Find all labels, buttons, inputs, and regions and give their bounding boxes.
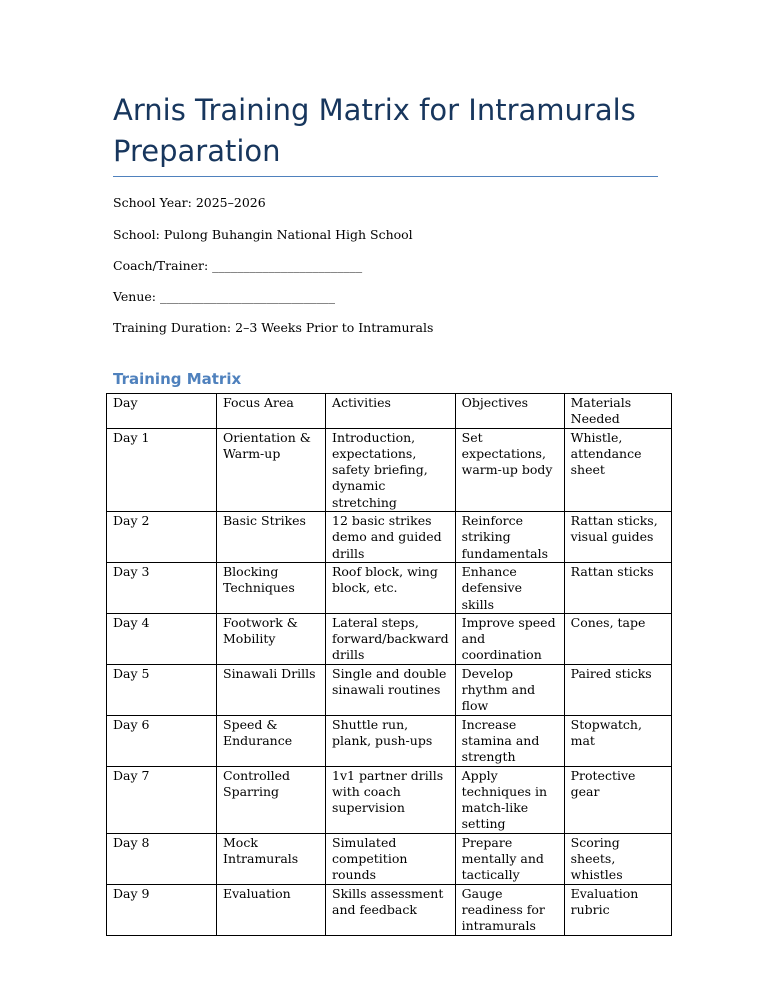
table-row bbox=[107, 613, 672, 664]
cell-objectives: Set expectations, warm-up body bbox=[455, 428, 564, 511]
table-row bbox=[107, 512, 672, 563]
cell-activities: 1v1 partner drills with coach supervision bbox=[326, 766, 456, 833]
table-row bbox=[107, 766, 672, 833]
training-duration: Training Duration: 2–3 Weeks Prior to Intramurals bbox=[113, 320, 434, 335]
cell-day: Day 7 bbox=[107, 766, 217, 833]
school-name: School: Pulong Buhangin National High School bbox=[113, 227, 413, 242]
table-header-row bbox=[107, 394, 672, 429]
cell-day: Day 3 bbox=[107, 562, 217, 613]
cell-day: Day 6 bbox=[107, 715, 217, 766]
cell-materials: Rattan sticks bbox=[564, 562, 671, 613]
cell-activities: Shuttle run, plank, push-ups bbox=[326, 715, 456, 766]
cell-focus-area: Blocking Techniques bbox=[217, 562, 326, 613]
cell-activities: Roof block, wing block, etc. bbox=[326, 562, 456, 613]
cell-materials: Rattan sticks, visual guides bbox=[564, 512, 671, 563]
cell-focus-area: Controlled Sparring bbox=[217, 766, 326, 833]
cell-focus-area: Evaluation bbox=[217, 884, 326, 935]
table-row bbox=[107, 562, 672, 613]
table-row bbox=[107, 715, 672, 766]
cell-objectives: Prepare mentally and tactically bbox=[455, 833, 564, 884]
header-cell-activities: Activities bbox=[326, 394, 456, 429]
cell-focus-area: Footwork & Mobility bbox=[217, 613, 326, 664]
section-heading: Training Matrix bbox=[113, 370, 242, 388]
table-row bbox=[107, 884, 672, 935]
document-title: Arnis Training Matrix for Intramurals Preparation bbox=[113, 93, 636, 168]
cell-day: Day 5 bbox=[107, 664, 217, 715]
cell-objectives: Develop rhythm and flow bbox=[455, 664, 564, 715]
cell-objectives: Gauge readiness for intramurals bbox=[455, 884, 564, 935]
cell-focus-area: Mock Intramurals bbox=[217, 833, 326, 884]
cell-day: Day 4 bbox=[107, 613, 217, 664]
header-cell-objectives: Objectives bbox=[455, 394, 564, 429]
cell-objectives: Apply techniques in match-like setting bbox=[455, 766, 564, 833]
training-matrix-table bbox=[106, 393, 672, 936]
cell-focus-area: Basic Strikes bbox=[217, 512, 326, 563]
table-row bbox=[107, 664, 672, 715]
cell-focus-area: Orientation & Warm-up bbox=[217, 428, 326, 511]
cell-materials: Whistle, attendance sheet bbox=[564, 428, 671, 511]
table-row bbox=[107, 428, 672, 511]
cell-day: Day 8 bbox=[107, 833, 217, 884]
cell-materials: Protective gear bbox=[564, 766, 671, 833]
header-cell-materials: Materials Needed bbox=[564, 394, 671, 429]
cell-activities: Simulated competition rounds bbox=[326, 833, 456, 884]
cell-objectives: Enhance defensive skills bbox=[455, 562, 564, 613]
cell-materials: Scoring sheets, whistles bbox=[564, 833, 671, 884]
cell-activities: Skills assessment and feedback bbox=[326, 884, 456, 935]
cell-focus-area: Sinawali Drills bbox=[217, 664, 326, 715]
table-row bbox=[107, 833, 672, 884]
title-divider bbox=[113, 176, 658, 177]
cell-objectives: Improve speed and coordination bbox=[455, 613, 564, 664]
cell-activities: Lateral steps, forward/backward drills bbox=[326, 613, 456, 664]
cell-objectives: Reinforce striking fundamentals bbox=[455, 512, 564, 563]
cell-activities: Single and double sinawali routines bbox=[326, 664, 456, 715]
cell-focus-area: Speed & Endurance bbox=[217, 715, 326, 766]
header-cell-day: Day bbox=[107, 394, 217, 429]
cell-day: Day 1 bbox=[107, 428, 217, 511]
cell-materials: Paired sticks bbox=[564, 664, 671, 715]
header-cell-focus-area: Focus Area bbox=[217, 394, 326, 429]
cell-activities: 12 basic strikes demo and guided drills bbox=[326, 512, 456, 563]
cell-objectives: Increase stamina and strength bbox=[455, 715, 564, 766]
coach-trainer-field: Coach/Trainer: ________________________ bbox=[113, 258, 363, 273]
cell-activities: Introduction, expectations, safety briefing, dynamic stretching bbox=[326, 428, 456, 511]
cell-day: Day 2 bbox=[107, 512, 217, 563]
cell-materials: Stopwatch, mat bbox=[564, 715, 671, 766]
venue-field: Venue: ____________________________ bbox=[113, 289, 335, 304]
cell-materials: Cones, tape bbox=[564, 613, 671, 664]
school-year: School Year: 2025–2026 bbox=[113, 195, 266, 210]
cell-day: Day 9 bbox=[107, 884, 217, 935]
cell-materials: Evaluation rubric bbox=[564, 884, 671, 935]
